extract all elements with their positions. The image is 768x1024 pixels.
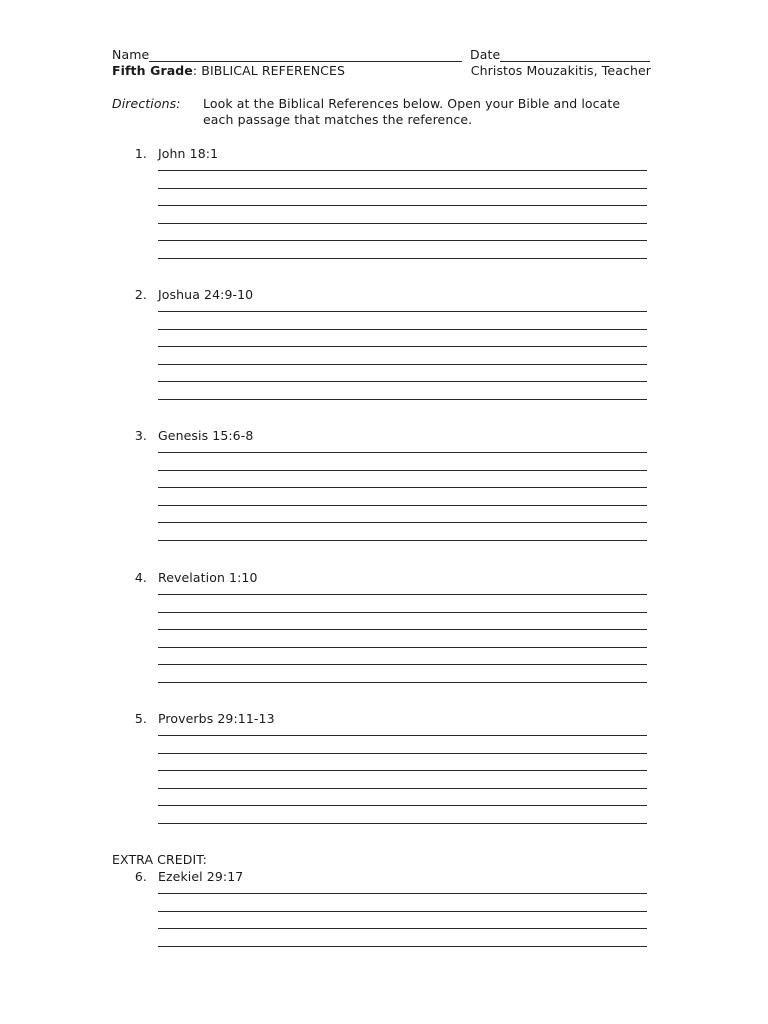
question-number: 5. — [134, 711, 147, 726]
teacher-name: Christos Mouzakitis, Teacher — [470, 63, 651, 78]
grade-label: Fifth Grade — [112, 63, 193, 78]
answer-line[interactable] — [158, 629, 647, 630]
answer-line[interactable] — [158, 170, 647, 171]
answer-line[interactable] — [158, 240, 647, 241]
answer-line[interactable] — [158, 364, 647, 365]
question-number: 1. — [134, 146, 147, 161]
grade-subject — [112, 63, 345, 79]
answer-line[interactable] — [158, 735, 647, 736]
answer-line[interactable] — [158, 805, 647, 806]
answer-line[interactable] — [158, 223, 647, 224]
question-reference: Proverbs 29:11-13 — [158, 711, 275, 726]
answer-line[interactable] — [158, 682, 647, 683]
answer-line[interactable] — [158, 753, 647, 754]
answer-line[interactable] — [158, 522, 647, 523]
answer-line[interactable] — [158, 594, 647, 595]
answer-line[interactable] — [158, 205, 647, 206]
question-number: 2. — [134, 287, 147, 302]
answer-line[interactable] — [158, 505, 647, 506]
question-number: 6. — [134, 869, 147, 884]
answer-line[interactable] — [158, 823, 647, 824]
date-label: Date — [470, 47, 501, 62]
answer-line[interactable] — [158, 664, 647, 665]
question-reference: Revelation 1:10 — [158, 570, 258, 585]
answer-line[interactable] — [158, 346, 647, 347]
answer-line[interactable] — [158, 487, 647, 488]
answer-line[interactable] — [158, 770, 647, 771]
answer-line[interactable] — [158, 452, 647, 453]
directions-text: Look at the Biblical References below. Open your Bible and locate each passage that matches the reference. — [203, 96, 621, 127]
answer-line[interactable] — [158, 258, 647, 259]
answer-line[interactable] — [158, 381, 647, 382]
answer-line[interactable] — [158, 612, 647, 613]
answer-line[interactable] — [158, 893, 647, 894]
answer-line[interactable] — [158, 399, 647, 400]
subject-title: BIBLICAL REFERENCES — [201, 63, 346, 78]
answer-line[interactable] — [158, 311, 647, 312]
extra-credit-label: EXTRA CREDIT: — [112, 852, 207, 867]
answer-line[interactable] — [158, 647, 647, 648]
name-label: Name — [112, 47, 150, 62]
directions-label: Directions: — [112, 96, 181, 111]
answer-line[interactable] — [158, 470, 647, 471]
answer-line[interactable] — [158, 911, 647, 912]
answer-line[interactable] — [158, 928, 647, 929]
grade-separator: : — [192, 63, 202, 78]
answer-line[interactable] — [158, 540, 647, 541]
question-reference: Genesis 15:6-8 — [158, 428, 254, 443]
answer-line[interactable] — [158, 946, 647, 947]
question-reference: Joshua 24:9-10 — [158, 287, 254, 302]
name-blank[interactable] — [149, 61, 462, 62]
answer-line[interactable] — [158, 329, 647, 330]
answer-line[interactable] — [158, 188, 647, 189]
question-reference: Ezekiel 29:17 — [158, 869, 244, 884]
answer-line[interactable] — [158, 788, 647, 789]
question-number: 4. — [134, 570, 147, 585]
date-blank[interactable] — [500, 61, 650, 62]
question-number: 3. — [134, 428, 147, 443]
question-reference: John 18:1 — [158, 146, 219, 161]
